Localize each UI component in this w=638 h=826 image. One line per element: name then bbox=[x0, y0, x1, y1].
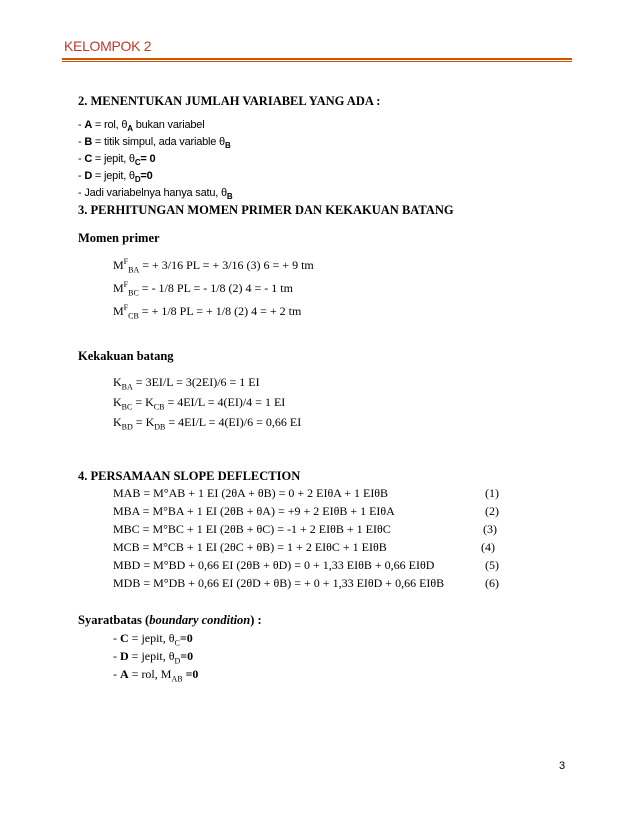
momen-ba: $M^F_{BA}$ = + 3/16 PL = + 3/16 (3) 6 = + 9 tm bbox=[113, 257, 314, 275]
header-title: KELOMPOK 2 bbox=[64, 38, 152, 54]
item-c: - C = jepit, $\theta_C= 0$ bbox=[78, 153, 156, 168]
boundary-title: Syaratbatas (boundary condition) : bbox=[78, 613, 262, 627]
page-number: 3 bbox=[559, 760, 566, 772]
kekakuan-ba: $K_{BA} = 3EI/L = 3(2EI)/6 = 1$ EI bbox=[113, 375, 260, 392]
boundary-d: - D = jepit, $\theta_D=0$ bbox=[113, 649, 194, 666]
section2-heading: 2. MENENTUKAN JUMLAH VARIABEL YANG ADA : bbox=[78, 94, 381, 108]
section4-heading: 4. PERSAMAAN SLOPE DEFLECTION bbox=[78, 469, 301, 483]
equation-2: MBA = M°BA + 1 EI (2θB + θA) = +9 + 2 EIθB + 1 EIθA bbox=[113, 504, 395, 518]
momen-cb: $M^F_{CB}$ = + 1/8 PL = + 1/8 (2) 4 = + 2 tm bbox=[113, 303, 302, 321]
item-b: - B = titik simpul, ada variable $\theta_B$ bbox=[78, 136, 231, 151]
equation-3: MBC = M°BC + 1 EI (2θB + θC) = -1 + 2 EIθB + 1 EIθC bbox=[113, 522, 391, 536]
equation-2-number: (2) bbox=[485, 504, 499, 518]
equation-5: MBD = M°BD + 0,66 EI (2θB + θD) = 0 + 1,33 EIθB + 0,66 EIθD bbox=[113, 558, 435, 572]
boundary-c: - C = jepit, $\theta_C=0$ bbox=[113, 631, 193, 648]
kekakuan-bc: $K_{BC} = K_{CB} = 4EI/L = 4(EI)/4 = 1$ EI bbox=[113, 395, 286, 412]
kekakuan-title: Kekakuan batang bbox=[78, 349, 174, 363]
header-rule-thin bbox=[62, 61, 572, 62]
item-d: - D = jepit, $\theta_D=0$ bbox=[78, 170, 153, 185]
equation-4-number: (4) bbox=[481, 540, 495, 554]
equation-4: MCB = M°CB + 1 EI (2θC + θB) = 1 + 2 EIθC + 1 EIθB bbox=[113, 540, 387, 554]
equation-6: MDB = M°DB + 0,66 EI (2θD + θB) = + 0 + 1,33 EIθD + 0,66 EIθB bbox=[113, 576, 445, 590]
equation-1: MAB = M°AB + 1 EI (2θA + θB) = 0 + 2 EIθA + 1 EIθB bbox=[113, 486, 389, 500]
momen-bc: $M^F_{BC}$ = - 1/8 PL = - 1/8 (2) 4 = - 1 tm bbox=[113, 280, 293, 298]
boundary-a: - A = rol, $M_{AB} =0$ bbox=[113, 667, 199, 684]
momen-primer-title: Momen primer bbox=[78, 231, 160, 245]
equation-6-number: (6) bbox=[485, 576, 499, 590]
kekakuan-bd: $K_{BD} = K_{DB} = 4EI/L = 4(EI)/6 = 0,66$ EI bbox=[113, 415, 302, 432]
equation-5-number: (5) bbox=[485, 558, 499, 572]
item-a: - A = rol, $\theta_A$ bukan variabel bbox=[78, 119, 205, 134]
equation-3-number: (3) bbox=[483, 522, 497, 536]
equation-1-number: (1) bbox=[485, 486, 499, 500]
item-conclusion: - Jadi variabelnya hanya satu, $\theta_B$ bbox=[78, 187, 233, 202]
header-rule bbox=[62, 58, 572, 60]
section3-heading: 3. PERHITUNGAN MOMEN PRIMER DAN KEKAKUAN BATANG bbox=[78, 203, 454, 217]
